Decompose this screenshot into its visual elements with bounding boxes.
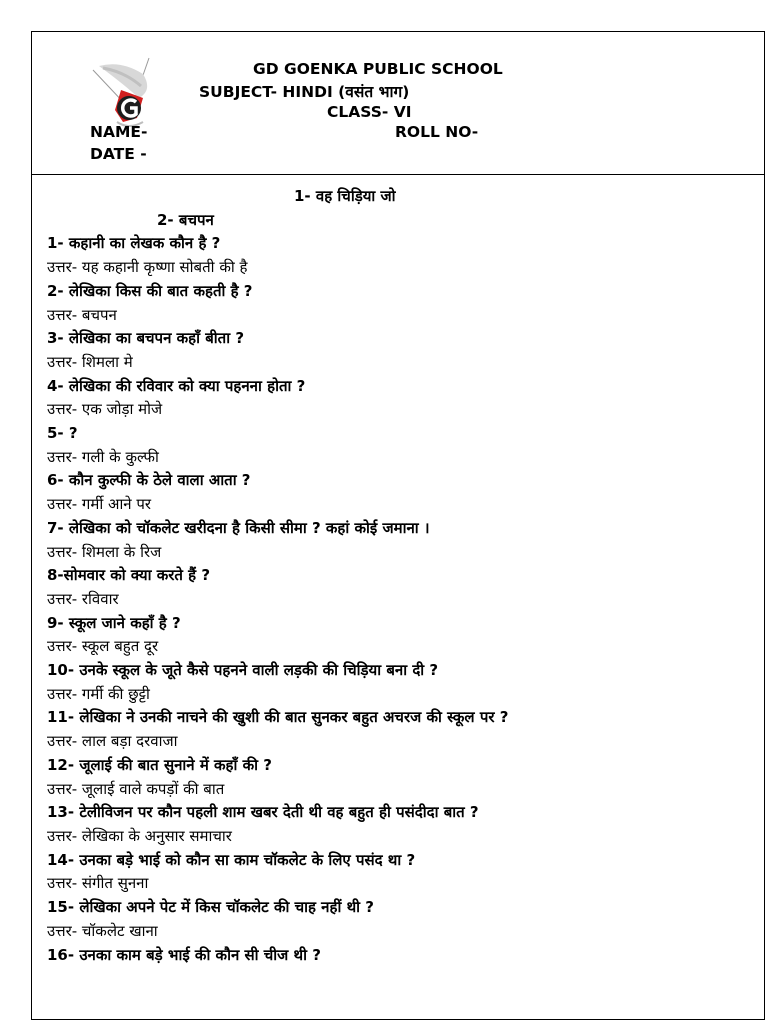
- chapter-title: 1- वह चिड़िया जो: [294, 187, 396, 205]
- question: 6- कौन कुल्फी के ठेले वाला आता ?: [47, 471, 251, 490]
- answer: उत्तर- यह कहानी कृष्णा सोबती की है: [47, 258, 248, 277]
- question: 13- टेलीविजन पर कौन पहली शाम खबर देती थी वह बहुत ही पसंदीदा बात ?: [47, 803, 479, 822]
- answer: उत्तर- स्कूल बहुत दूर: [47, 637, 159, 656]
- question: 7- लेखिका को चॉकलेट खरीदना है किसी सीमा ? कहां कोई जमाना ।: [47, 518, 430, 537]
- question: 9- स्कूल जाने कहाँ है ?: [47, 613, 181, 632]
- question: 1- कहानी का लेखक कौन है ?: [47, 234, 221, 253]
- answer: उत्तर- लेखिका के अनुसार समाचार: [47, 826, 232, 845]
- answer: उत्तर- रविवार: [47, 589, 119, 608]
- answer: उत्तर- चॉकलेट खाना: [47, 921, 158, 940]
- name-label: NAME-: [90, 123, 148, 141]
- answer: उत्तर- गली के कुल्फी: [47, 447, 159, 466]
- answer: उत्तर- लाल बड़ा दरवाजा: [47, 732, 178, 751]
- worksheet-header: [32, 32, 764, 175]
- subject-line: SUBJECT- HINDI (वसंत भाग): [199, 83, 410, 101]
- question: 15- लेखिका अपने पेट में किस चॉकलेट की चाह नहीं थी ?: [47, 898, 374, 917]
- worksheet-frame: [31, 31, 765, 1020]
- question: 8-सोमवार को क्या करते हैं ?: [47, 566, 211, 585]
- question: 4- लेखिका की रविवार को क्या पहनना होता ?: [47, 376, 306, 395]
- question: 14- उनका बड़े भाई को कौन सा काम चॉकलेट के लिए पसंद था ?: [47, 850, 416, 869]
- answer: उत्तर- गर्मी आने पर: [47, 495, 152, 514]
- date-label: DATE -: [90, 145, 147, 163]
- class-line: CLASS- VI: [327, 103, 412, 121]
- question-list: [47, 185, 752, 967]
- answer: उत्तर- गर्मी की छुट्टी: [47, 684, 150, 703]
- question: 5- ?: [47, 424, 78, 443]
- answer: उत्तर- एक जोड़ा मोजे: [47, 400, 163, 419]
- subchapter-title: 2- बचपन: [157, 210, 214, 229]
- roll-no-label: ROLL NO-: [395, 123, 479, 141]
- question: 10- उनके स्कूल के जूते कैसे पहनने वाली लड़की की चिड़िया बना दी ?: [47, 661, 439, 680]
- answer: उत्तर- बचपन: [47, 305, 117, 324]
- question: 12- जूलाई की बात सुनाने में कहाँ की ?: [47, 755, 272, 774]
- answer: उत्तर- शिमला के रिज: [47, 542, 162, 561]
- question: 11- लेखिका ने उनकी नाचने की खुशी की बात सुनकर बहुत अचरज की स्कूल पर ?: [47, 708, 509, 727]
- question: 16- उनका काम बड़े भाई की कौन सी चीज थी ?: [47, 945, 321, 964]
- answer: उत्तर- शिमला मे: [47, 352, 133, 371]
- question: 2- लेखिका किस की बात कहती है ?: [47, 281, 253, 300]
- question: 3- लेखिका का बचपन कहाँ बीता ?: [47, 329, 245, 348]
- answer: उत्तर- जूलाई वाले कपड़ों की बात: [47, 779, 225, 798]
- answer: उत्तर- संगीत सुनना: [47, 874, 149, 893]
- school-name: GD GOENKA PUBLIC SCHOOL: [253, 60, 503, 78]
